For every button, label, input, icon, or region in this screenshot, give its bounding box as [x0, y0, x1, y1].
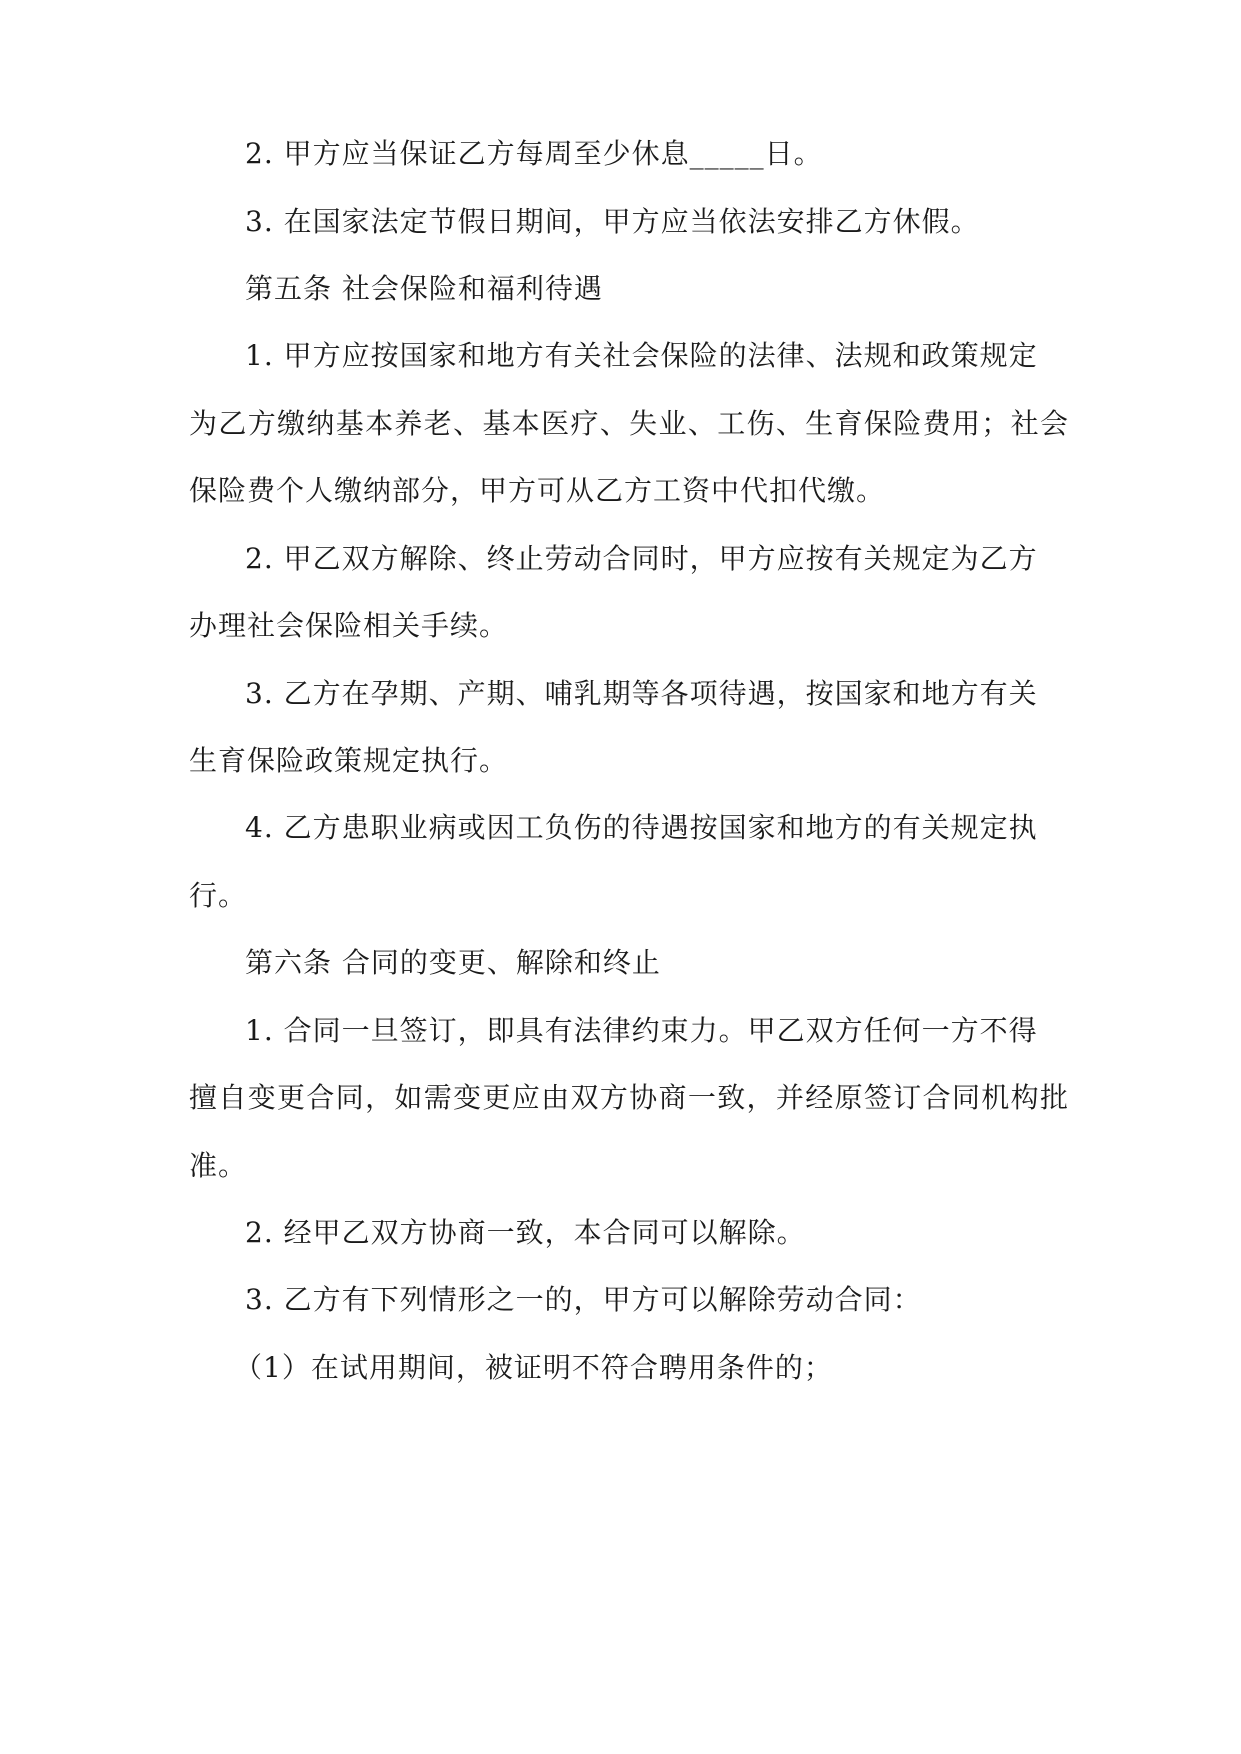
- text-line: 1. 甲方应按国家和地方有关社会保险的法律、法规和政策规定: [245, 339, 1038, 372]
- text-line: 行。: [189, 879, 248, 912]
- text-line: 3. 在国家法定节假日期间，甲方应当依法安排乙方休假。: [245, 205, 980, 238]
- text-line: 2. 甲乙双方解除、终止劳动合同时，甲方应按有关规定为乙方: [245, 542, 1038, 575]
- section-heading: 第五条 社会保险和福利待遇: [245, 272, 603, 305]
- text-line: 办理社会保险相关手续。: [189, 609, 509, 642]
- section-heading: 第六条 合同的变更、解除和终止: [245, 946, 661, 979]
- text-line: 1. 合同一旦签订，即具有法律约束力。甲乙双方任何一方不得: [245, 1014, 1038, 1047]
- text-line: 2. 经甲乙双方协商一致，本合同可以解除。: [245, 1216, 806, 1249]
- text-line: 准。: [189, 1149, 248, 1182]
- text-line: 4. 乙方患职业病或因工负伤的待遇按国家和地方的有关规定执: [245, 811, 1038, 844]
- text-line: 3. 乙方有下列情形之一的，甲方可以解除劳动合同：: [245, 1283, 922, 1316]
- text-line: 为乙方缴纳基本养老、基本医疗、失业、工伤、生育保险费用；社会: [189, 407, 1069, 440]
- text-line: （1）在试用期间，被证明不符合聘用条件的；: [234, 1351, 833, 1384]
- text-line: 擅自变更合同，如需变更应由双方协商一致，并经原签订合同机构批: [189, 1081, 1069, 1114]
- text-line: 3. 乙方在孕期、产期、哺乳期等各项待遇，按国家和地方有关: [245, 677, 1038, 710]
- text-line: 保险费个人缴纳部分，甲方可从乙方工资中代扣代缴。: [189, 474, 886, 507]
- text-line: 生育保险政策规定执行。: [189, 744, 509, 777]
- text-line: 2. 甲方应当保证乙方每周至少休息_____日。: [245, 137, 823, 170]
